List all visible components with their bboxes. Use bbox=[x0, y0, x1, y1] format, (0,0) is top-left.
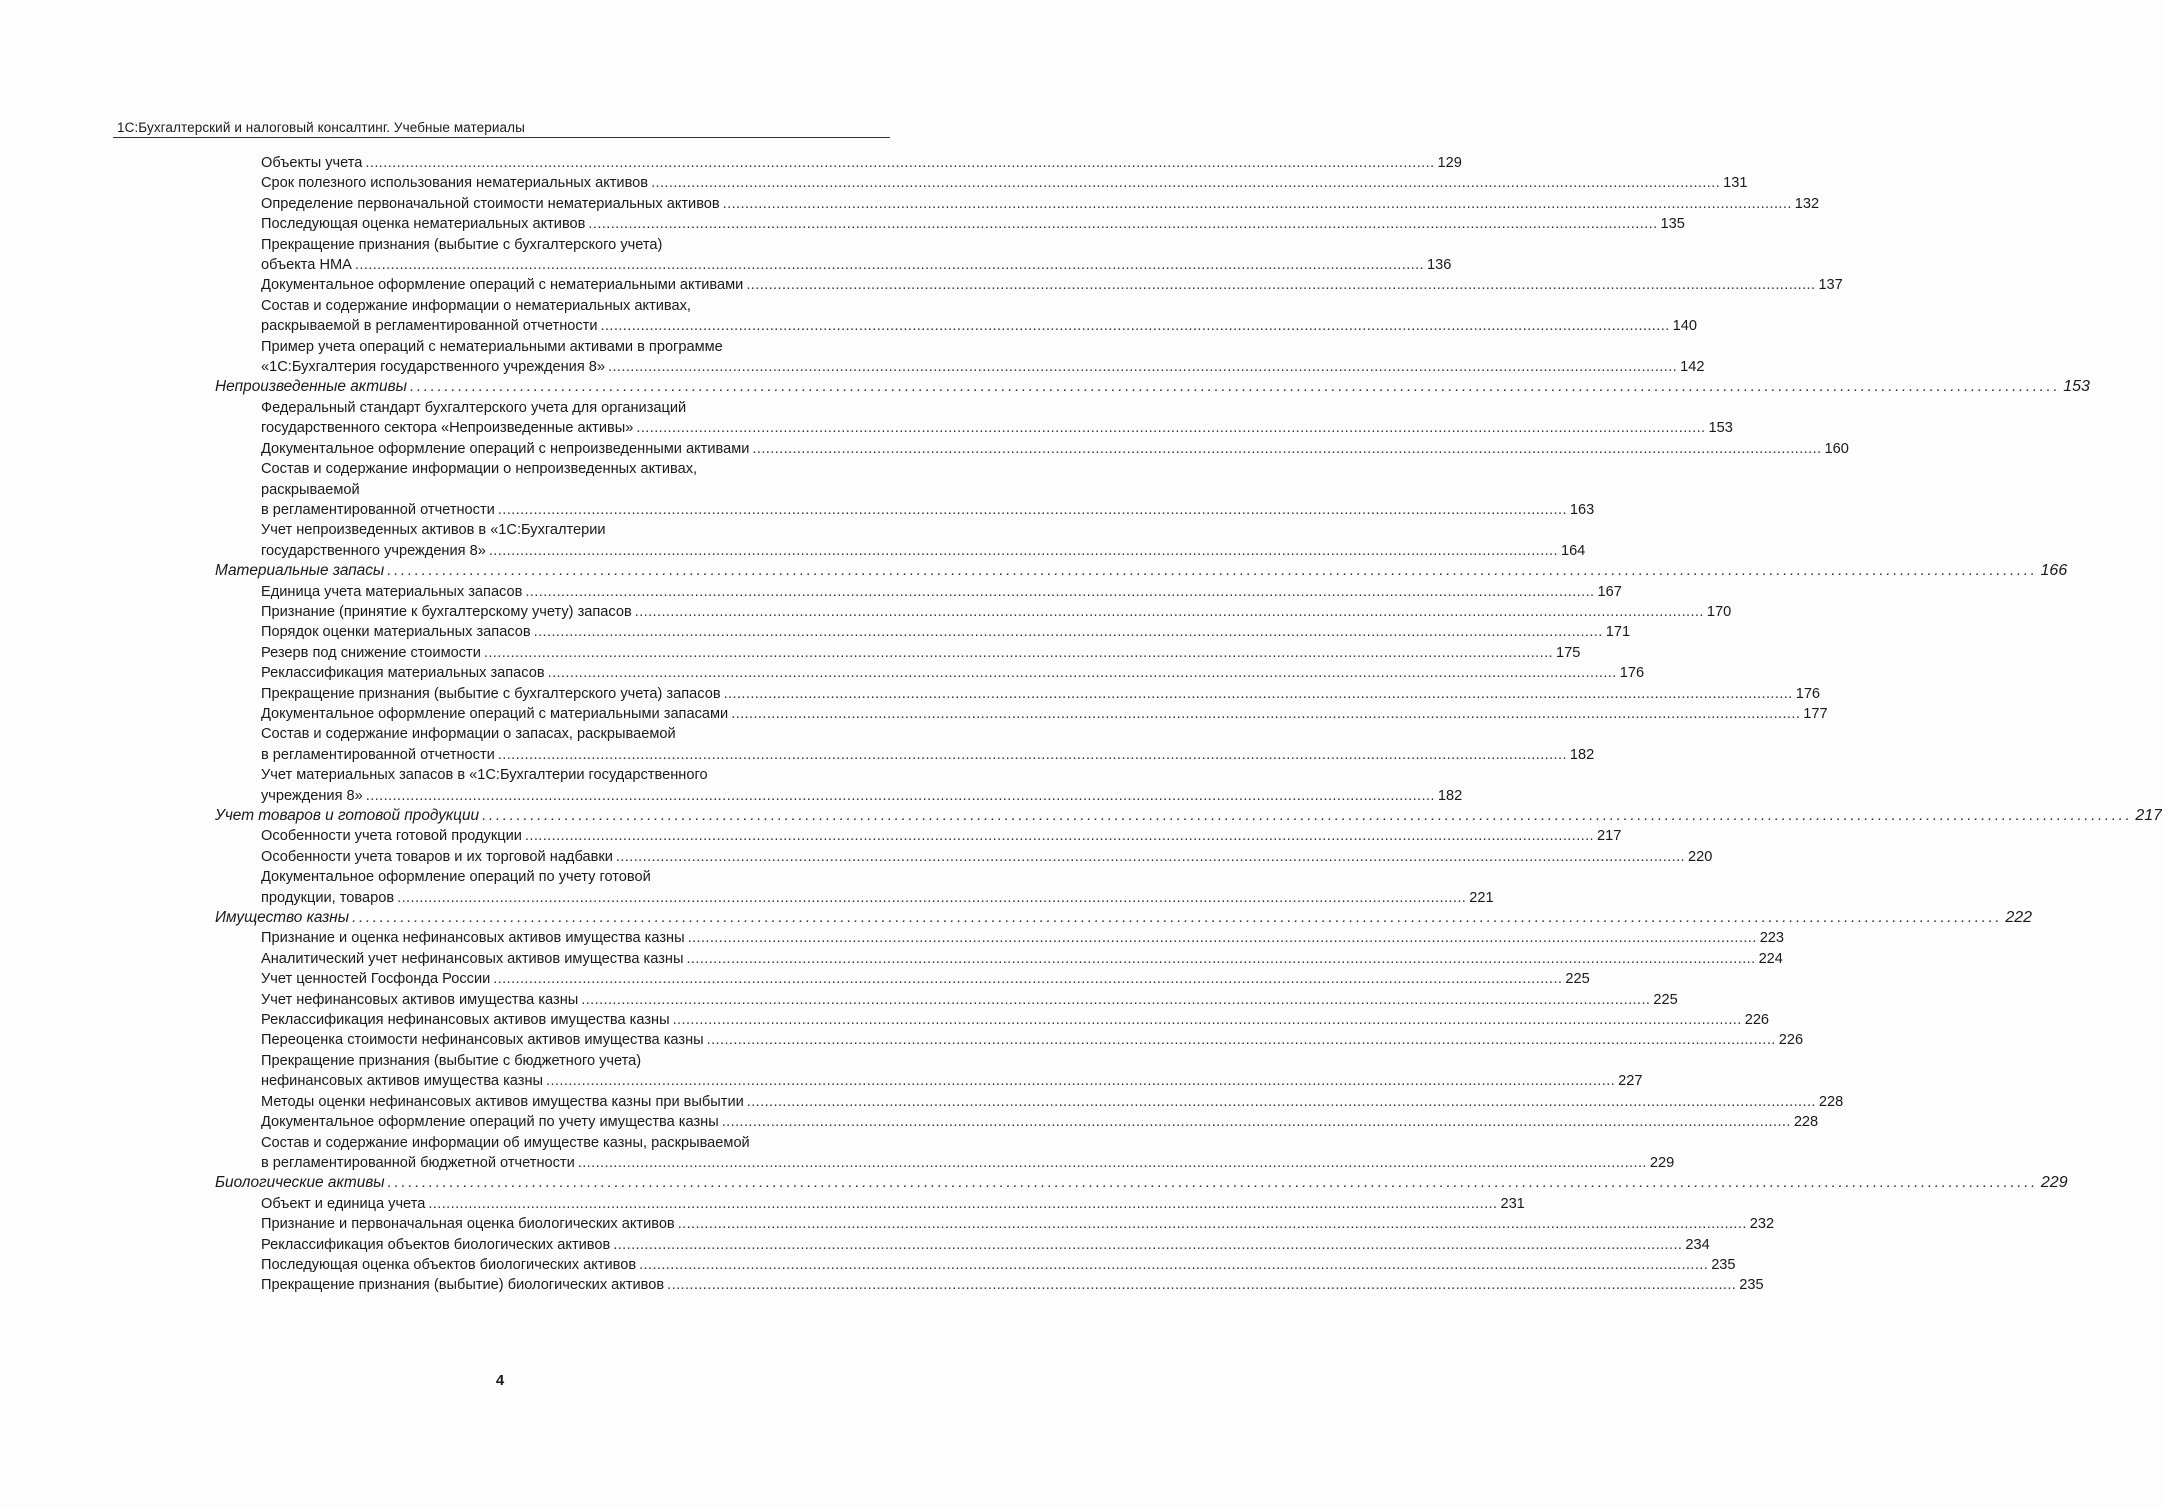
toc-entry-title: Методы оценки нефинансовых активов имущества казны при выбытии bbox=[261, 1093, 744, 1110]
toc-page-number: 220 bbox=[1688, 848, 1713, 865]
toc-entry-title-line: Учет материальных запасов в «1С:Бухгалтерии государственного bbox=[261, 767, 708, 784]
toc-entry[interactable] bbox=[0, 949, 1783, 969]
toc-entry-title: Особенности учета готовой продукции bbox=[261, 828, 522, 845]
dot-leader: ................................................................................................................................................................................................................................................ bbox=[687, 930, 1757, 947]
dot-leader: ................................................................................................................................................................................................................................................ bbox=[746, 1093, 1816, 1110]
toc-page-number: 153 bbox=[2063, 378, 2090, 396]
dot-leader: ................................................................................................................................................................................................................................................ bbox=[354, 257, 1425, 274]
toc-page-number: 234 bbox=[1685, 1236, 1710, 1253]
dot-leader: ................................................................................................................................................................................................................................................ bbox=[482, 807, 2133, 824]
toc-entry-title-line: Пример учета операций с нематериальными активами в программе bbox=[261, 338, 723, 355]
dot-leader: ................................................................................................................................................................................................................................................ bbox=[588, 216, 1658, 233]
dot-leader: ................................................................................................................................................................................................................................................ bbox=[746, 277, 1816, 294]
toc-entry[interactable] bbox=[0, 214, 1685, 234]
toc-page-number: 177 bbox=[1803, 705, 1828, 722]
toc-entry-title: Срок полезного использования нематериальных активов bbox=[261, 175, 649, 192]
dot-leader: ................................................................................................................................................................................................................................................ bbox=[752, 440, 1822, 457]
dot-leader: ................................................................................................................................................................................................................................................ bbox=[686, 950, 1756, 967]
toc-page-number: 129 bbox=[1437, 155, 1462, 171]
toc-entry-title: Объект и единица учета bbox=[261, 1195, 426, 1212]
toc-entry[interactable] bbox=[0, 520, 1586, 561]
toc-page-number: 171 bbox=[1605, 624, 1631, 641]
toc-entry[interactable] bbox=[0, 1255, 1736, 1275]
dot-leader: ................................................................................................................................................................................................................................................ bbox=[608, 359, 1678, 376]
toc-page-number: 226 bbox=[1778, 1032, 1804, 1049]
table-of-contents bbox=[0, 153, 2162, 1296]
toc-entry[interactable] bbox=[0, 235, 1452, 276]
toc-entry-title-line: Документальное оформление операций по учету готовой bbox=[261, 869, 651, 886]
toc-entry-title: Документальное оформление операций с материальными запасами bbox=[261, 705, 729, 722]
dot-leader: ................................................................................................................................................................................................................................................ bbox=[547, 665, 1617, 682]
toc-entry[interactable] bbox=[0, 173, 1748, 193]
dot-leader: ................................................................................................................................................................................................................................................ bbox=[677, 1216, 1747, 1233]
toc-entry[interactable] bbox=[0, 194, 1820, 214]
dot-leader: ................................................................................................................................................................................................................................................ bbox=[615, 848, 1685, 865]
dot-leader: ................................................................................................................................................................................................................................................ bbox=[577, 1154, 1647, 1171]
dot-leader: ................................................................................................................................................................................................................................................ bbox=[409, 378, 2061, 396]
dot-leader: ................................................................................................................................................................................................................................................ bbox=[721, 1114, 1791, 1131]
toc-entry[interactable] bbox=[0, 582, 1622, 602]
toc-entry[interactable] bbox=[0, 969, 1590, 989]
toc-page-number: 175 bbox=[1555, 644, 1581, 661]
toc-entry[interactable] bbox=[0, 663, 1645, 683]
toc-entry[interactable] bbox=[0, 1051, 1643, 1092]
toc-entry[interactable] bbox=[0, 643, 1581, 663]
toc-entry[interactable] bbox=[0, 602, 1732, 622]
toc-entry-title-line: Учет непроизведенных активов в «1С:Бухгалтерии bbox=[261, 522, 606, 539]
toc-entry-title: Прекращение признания (выбытие) биологических активов bbox=[261, 1277, 665, 1294]
toc-entry[interactable] bbox=[0, 1235, 1710, 1255]
toc-entry-title: Прекращение признания (выбытие с бухгалтерского учета) запасов bbox=[261, 685, 721, 702]
toc-page-number: 176 bbox=[1619, 665, 1645, 682]
toc-page-number: 163 bbox=[1569, 501, 1595, 518]
page-number: 4 bbox=[495, 1372, 505, 1389]
toc-entry-title: Материальные запасы bbox=[215, 562, 385, 580]
toc-entry[interactable] bbox=[0, 1030, 1804, 1050]
toc-entry-title: Реклассификация материальных запасов bbox=[261, 665, 545, 682]
dot-leader: ................................................................................................................................................................................................................................................ bbox=[428, 1195, 1498, 1212]
toc-entry-title: продукции, товаров bbox=[261, 889, 395, 906]
dot-leader: ................................................................................................................................................................................................................................................ bbox=[397, 889, 1467, 906]
dot-leader: ................................................................................................................................................................................................................................................ bbox=[365, 787, 1435, 804]
running-header: 1С:Бухгалтерский и налоговый консалтинг. Учебные материалы bbox=[117, 120, 525, 135]
toc-entry-title: государственного сектора «Непроизведенные активы» bbox=[261, 420, 634, 437]
toc-entry-title: Особенности учета товаров и их торговой надбавки bbox=[261, 848, 613, 865]
toc-entry[interactable] bbox=[0, 847, 1713, 867]
toc-page-number: 229 bbox=[2040, 1174, 2068, 1192]
dot-leader: ................................................................................................................................................................................................................................................ bbox=[613, 1236, 1683, 1253]
toc-page-number: 164 bbox=[1560, 542, 1586, 559]
toc-entry-title: Признание (принятие к бухгалтерскому учету) запасов bbox=[261, 603, 632, 620]
toc-page-number: 182 bbox=[1437, 787, 1463, 804]
toc-entry[interactable] bbox=[0, 867, 1494, 908]
toc-entry[interactable] bbox=[0, 1214, 1775, 1234]
toc-page-number: 235 bbox=[1711, 1256, 1736, 1273]
dot-leader: ................................................................................................................................................................................................................................................ bbox=[706, 1032, 1776, 1049]
dot-leader: ................................................................................................................................................................................................................................................ bbox=[634, 603, 1704, 620]
toc-entry[interactable] bbox=[0, 622, 1631, 642]
toc-page-number: 140 bbox=[1672, 318, 1697, 335]
toc-entry-title: Имущество казны bbox=[215, 909, 350, 927]
toc-entry[interactable] bbox=[0, 704, 1828, 724]
dot-leader: ................................................................................................................................................................................................................................................ bbox=[672, 1012, 1742, 1029]
toc-entry-title: Последующая оценка объектов биологических активов bbox=[261, 1256, 637, 1273]
toc-entry-title: Единица учета материальных запасов bbox=[261, 583, 523, 600]
toc-entry-title-line: Состав и содержание информации о непроизведенных активах, bbox=[261, 461, 698, 478]
toc-page-number: 231 bbox=[1500, 1195, 1525, 1212]
dot-leader: ................................................................................................................................................................................................................................................ bbox=[533, 624, 1603, 641]
toc-entry-title: в регламентированной бюджетной отчетности bbox=[261, 1154, 575, 1171]
toc-entry[interactable] bbox=[0, 337, 1705, 378]
dot-leader: ................................................................................................................................................................................................................................................ bbox=[722, 195, 1792, 212]
toc-entry-title: учреждения 8» bbox=[261, 787, 363, 804]
toc-page-number: 232 bbox=[1749, 1216, 1775, 1233]
toc-page-number: 225 bbox=[1653, 991, 1678, 1008]
dot-leader: ................................................................................................................................................................................................................................................ bbox=[352, 909, 2003, 927]
toc-page-number: 153 bbox=[1708, 420, 1733, 437]
toc-entry-title-line: раскрываемой bbox=[261, 481, 360, 498]
toc-entry-title-line: Состав и содержание информации о запасах, раскрываемой bbox=[261, 726, 676, 743]
toc-entry-title: Порядок оценки материальных запасов bbox=[261, 624, 531, 641]
toc-entry[interactable] bbox=[0, 1092, 1844, 1112]
dot-leader: ................................................................................................................................................................................................................................................ bbox=[581, 991, 1651, 1008]
dot-leader: ................................................................................................................................................................................................................................................ bbox=[667, 1277, 1737, 1294]
toc-page-number: 170 bbox=[1706, 603, 1732, 620]
toc-entry[interactable] bbox=[0, 439, 1849, 459]
toc-page-number: 135 bbox=[1660, 216, 1685, 233]
toc-entry-title: Определение первоначальной стоимости нематериальных активов bbox=[261, 195, 720, 212]
toc-page-number: 228 bbox=[1818, 1093, 1844, 1110]
dot-leader: ................................................................................................................................................................................................................................................ bbox=[651, 175, 1721, 192]
toc-entry-title: в регламентированной отчетности bbox=[261, 746, 495, 763]
toc-entry-title: Реклассификация объектов биологических активов bbox=[261, 1236, 611, 1253]
dot-leader: ................................................................................................................................................................................................................................................ bbox=[546, 1073, 1616, 1090]
toc-entry-title-line: Состав и содержание информации об имуществе казны, раскрываемой bbox=[261, 1134, 750, 1151]
toc-entry-title: Последующая оценка нематериальных активов bbox=[261, 216, 586, 233]
toc-entry-title: Реклассификация нефинансовых активов имущества казны bbox=[261, 1012, 670, 1029]
toc-section[interactable] bbox=[0, 908, 2033, 928]
toc-section[interactable] bbox=[0, 806, 2162, 826]
dot-leader: ................................................................................................................................................................................................................................................ bbox=[600, 318, 1670, 335]
toc-entry[interactable] bbox=[0, 153, 1462, 173]
toc-page-number: 222 bbox=[2005, 909, 2033, 927]
toc-entry-title-line: Состав и содержание информации о нематериальных активах, bbox=[261, 297, 691, 314]
toc-entry[interactable] bbox=[0, 765, 1463, 806]
dot-leader: ................................................................................................................................................................................................................................................ bbox=[488, 542, 1558, 559]
toc-section[interactable] bbox=[0, 561, 2068, 581]
toc-entry-title: Резерв под снижение стоимости bbox=[261, 644, 481, 661]
toc-entry-title: Признание и первоначальная оценка биологических активов bbox=[261, 1216, 675, 1233]
toc-entry-title: объекта НМА bbox=[261, 257, 352, 274]
toc-entry[interactable] bbox=[0, 684, 1821, 704]
toc-entry-title: Документальное оформление операций с непроизведенными активами bbox=[261, 440, 750, 457]
dot-leader: ................................................................................................................................................................................................................................................ bbox=[524, 828, 1595, 845]
toc-page-number: 217 bbox=[1597, 828, 1622, 845]
toc-entry-title: Аналитический учет нефинансовых активов имущества казны bbox=[261, 950, 684, 967]
toc-section[interactable] bbox=[0, 377, 2090, 397]
toc-page-number: 132 bbox=[1794, 195, 1820, 212]
toc-page-number: 136 bbox=[1427, 257, 1452, 274]
dot-leader: ................................................................................................................................................................................................................................................ bbox=[525, 583, 1595, 600]
dot-leader: ................................................................................................................................................................................................................................................ bbox=[639, 1256, 1709, 1273]
toc-entry-title: Документальное оформление операций по учету имущества казны bbox=[261, 1114, 719, 1131]
dot-leader: ................................................................................................................................................................................................................................................ bbox=[636, 420, 1706, 437]
toc-entry[interactable] bbox=[0, 398, 1733, 439]
toc-entry-title: Биологические активы bbox=[215, 1174, 385, 1192]
toc-entry[interactable] bbox=[0, 826, 1622, 846]
toc-entry-title: в регламентированной отчетности bbox=[261, 501, 495, 518]
toc-page-number: 166 bbox=[2040, 562, 2068, 580]
dot-leader: ................................................................................................................................................................................................................................................ bbox=[497, 501, 1567, 518]
toc-entry[interactable] bbox=[0, 1112, 1819, 1132]
dot-leader: ................................................................................................................................................................................................................................................ bbox=[497, 746, 1567, 763]
toc-entry-title: Документальное оформление операций с нематериальными активами bbox=[261, 277, 744, 294]
toc-entry[interactable] bbox=[0, 724, 1595, 765]
toc-page-number: 226 bbox=[1744, 1012, 1770, 1029]
toc-entry-title: Переоценка стоимости нефинансовых активов имущества казны bbox=[261, 1032, 704, 1049]
dot-leader: ................................................................................................................................................................................................................................................ bbox=[723, 685, 1793, 702]
toc-entry-title: Объекты учета bbox=[261, 155, 363, 171]
toc-entry-title-line: Прекращение признания (выбытие с бухгалтерского учета) bbox=[261, 236, 663, 253]
dot-leader: ................................................................................................................................................................................................................................................ bbox=[387, 1174, 2038, 1192]
toc-entry[interactable] bbox=[0, 1010, 1770, 1030]
header-divider bbox=[113, 137, 890, 138]
dot-leader: ................................................................................................................................................................................................................................................ bbox=[387, 562, 2038, 580]
toc-entry-title: нефинансовых активов имущества казны bbox=[261, 1073, 543, 1090]
toc-entry-title: Учет нефинансовых активов имущества казны bbox=[261, 991, 579, 1008]
toc-entry[interactable] bbox=[0, 275, 1843, 295]
dot-leader: ................................................................................................................................................................................................................................................ bbox=[493, 971, 1563, 988]
toc-page-number: 227 bbox=[1618, 1073, 1643, 1090]
toc-entry-title: Признание и оценка нефинансовых активов имущества казны bbox=[261, 930, 685, 947]
dot-leader: ................................................................................................................................................................................................................................................ bbox=[483, 644, 1553, 661]
toc-entry-title: государственного учреждения 8» bbox=[261, 542, 486, 559]
toc-entry[interactable] bbox=[0, 1194, 1525, 1214]
toc-entry-title-line: Федеральный стандарт бухгалтерского учета для организаций bbox=[261, 399, 687, 416]
toc-entry-title: Непроизведенные активы bbox=[215, 378, 407, 396]
toc-page-number: 229 bbox=[1649, 1154, 1675, 1171]
toc-page-number: 182 bbox=[1569, 746, 1595, 763]
toc-page-number: 137 bbox=[1818, 277, 1843, 294]
toc-page-number: 224 bbox=[1758, 950, 1783, 967]
toc-page-number: 223 bbox=[1759, 930, 1785, 947]
toc-page-number: 217 bbox=[2135, 807, 2162, 824]
toc-entry[interactable] bbox=[0, 990, 1678, 1010]
toc-entry[interactable] bbox=[0, 1133, 1675, 1174]
toc-entry-title-line: Прекращение признания (выбытие с бюджетного учета) bbox=[261, 1052, 642, 1069]
toc-page-number: 131 bbox=[1723, 175, 1748, 192]
toc-page-number: 235 bbox=[1739, 1277, 1764, 1294]
toc-page-number: 221 bbox=[1469, 889, 1494, 906]
toc-section[interactable] bbox=[0, 1173, 2068, 1193]
toc-entry-title: Учет товаров и готовой продукции bbox=[215, 807, 480, 824]
dot-leader: ................................................................................................................................................................................................................................................ bbox=[365, 155, 1435, 171]
toc-entry[interactable] bbox=[0, 459, 1595, 520]
toc-entry[interactable] bbox=[0, 928, 1785, 948]
toc-entry[interactable] bbox=[0, 296, 1697, 337]
toc-page-number: 142 bbox=[1680, 359, 1705, 376]
dot-leader: ................................................................................................................................................................................................................................................ bbox=[731, 705, 1801, 722]
toc-page-number: 225 bbox=[1565, 971, 1590, 988]
toc-page-number: 176 bbox=[1795, 685, 1821, 702]
toc-entry-title: «1С:Бухгалтерия государственного учреждения 8» bbox=[261, 359, 606, 376]
toc-page-number: 167 bbox=[1597, 583, 1622, 600]
toc-page-number: 228 bbox=[1793, 1114, 1819, 1131]
toc-entry-title: Учет ценностей Госфонда России bbox=[261, 971, 491, 988]
toc-entry[interactable] bbox=[0, 1275, 1764, 1295]
toc-entry-title: раскрываемой в регламентированной отчетности bbox=[261, 318, 598, 335]
toc-page-number: 160 bbox=[1824, 440, 1849, 457]
